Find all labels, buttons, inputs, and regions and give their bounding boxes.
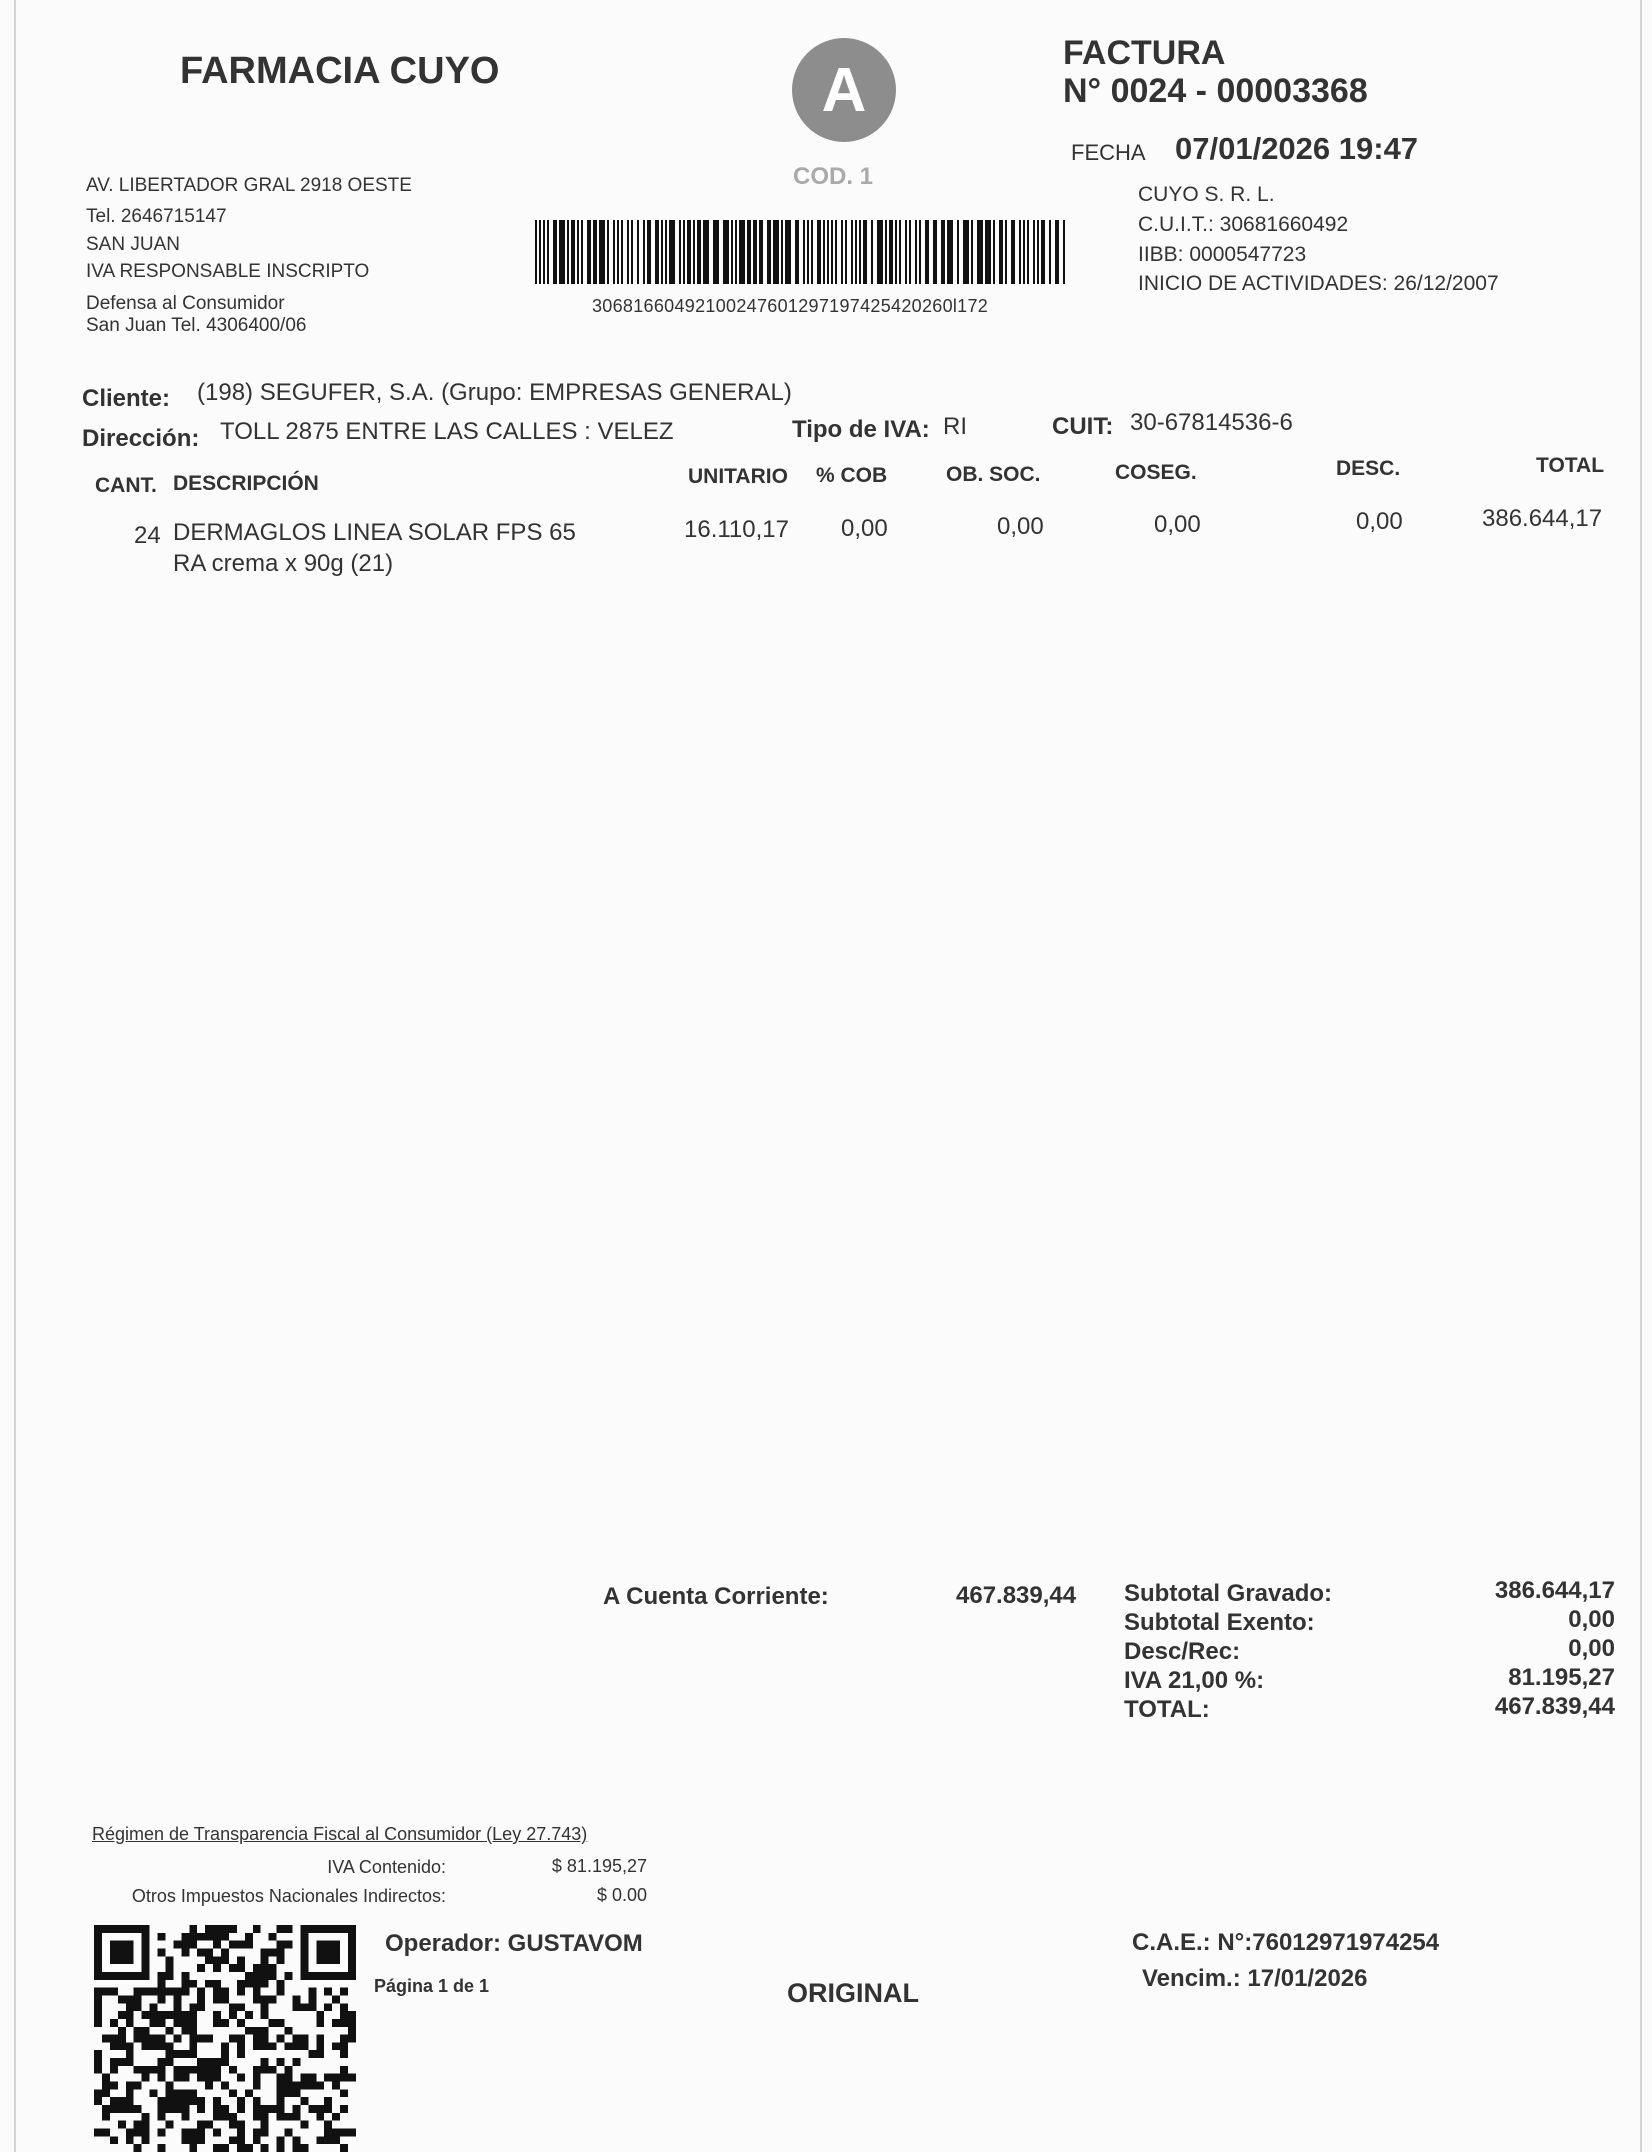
- desc-rec-label: Desc/Rec:: [1124, 1638, 1241, 1665]
- item-coseg: 0,00: [1154, 511, 1201, 538]
- cuenta-corriente-value: 467.839,44: [956, 1582, 1077, 1609]
- item-cob: 0,00: [841, 515, 888, 542]
- iva-label: IVA 21,00 %:: [1124, 1667, 1265, 1694]
- company-cuit: C.U.I.T.: 30681660492: [1138, 213, 1349, 236]
- barcode: [535, 220, 1067, 284]
- shop-city: SAN JUAN: [86, 234, 180, 255]
- copy-type: ORIGINAL: [787, 1978, 919, 2008]
- item-description-line-2: RA crema x 90g (21): [173, 550, 394, 577]
- column-header-unitario: UNITARIO: [688, 465, 788, 488]
- total-value: 467.839,44: [1494, 1693, 1615, 1720]
- scan-edge-left: [14, 0, 16, 2152]
- item-unitario: 16.110,17: [684, 516, 789, 543]
- cuit-label: CUIT:: [1052, 413, 1114, 440]
- column-header-cant: CANT.: [95, 474, 157, 497]
- subtotal-gravado-value: 386.644,17: [1494, 1577, 1615, 1604]
- subtotal-gravado-label: Subtotal Gravado:: [1124, 1580, 1333, 1607]
- cae-number: C.A.E.: N°:76012971974254: [1132, 1929, 1440, 1956]
- date-value: 07/01/2026 19:47: [1175, 131, 1419, 166]
- consumer-defense-phone: San Juan Tel. 4306400/06: [86, 315, 307, 336]
- barcode-number: 30681660492100247601297197425420260l172: [592, 296, 989, 316]
- item-desc: 0,00: [1356, 508, 1403, 535]
- address-label: Dirección:: [82, 425, 200, 452]
- iva-contenido-label: IVA Contenido:: [327, 1857, 446, 1877]
- column-header-desc: DESC.: [1336, 457, 1401, 480]
- total-label: TOTAL:: [1124, 1696, 1210, 1723]
- iva-value: 81.195,27: [1508, 1664, 1615, 1691]
- qr-code: [94, 1925, 356, 2152]
- document-number: N° 0024 - 00003368: [1063, 72, 1368, 110]
- client-value: (198) SEGUFER, S.A. (Grupo: EMPRESAS GENERAL): [197, 379, 792, 406]
- column-header-total: TOTAL: [1536, 454, 1605, 477]
- desc-rec-value: 0,00: [1568, 1635, 1615, 1662]
- iva-type-value: RI: [943, 413, 967, 440]
- column-header-cob: % COB: [816, 464, 888, 487]
- column-header-ob-soc: OB. SOC.: [946, 463, 1041, 486]
- shop-phone: Tel. 2646715147: [86, 206, 227, 227]
- item-total: 386.644,17: [1482, 505, 1603, 532]
- item-description-line-1: DERMAGLOS LINEA SOLAR FPS 65: [173, 519, 576, 546]
- subtotal-exento-value: 0,00: [1568, 1606, 1615, 1633]
- otros-impuestos-label: Otros Impuestos Nacionales Indirectos:: [131, 1886, 446, 1906]
- cuit-value: 30-67814536-6: [1130, 409, 1293, 436]
- company-name: CUYO S. R. L.: [1138, 183, 1275, 206]
- item-cant: 24: [134, 522, 161, 549]
- invoice-code: COD. 1: [793, 163, 874, 190]
- scan-edge-right: [1640, 0, 1642, 2152]
- date-label: FECHA: [1071, 140, 1146, 165]
- column-header-descripcion: DESCRIPCIÓN: [173, 472, 319, 495]
- company-start-date: INICIO DE ACTIVIDADES: 26/12/2007: [1138, 272, 1499, 295]
- shop-name: FARMACIA CUYO: [180, 50, 500, 92]
- item-ob-soc: 0,00: [997, 513, 1044, 540]
- client-label: Cliente:: [82, 385, 171, 412]
- shop-iva-condition: IVA RESPONSABLE INSCRIPTO: [86, 261, 370, 282]
- column-header-coseg: COSEG.: [1115, 461, 1197, 484]
- iva-type-label: Tipo de IVA:: [792, 416, 930, 443]
- iva-contenido-value: $ 81.195,27: [551, 1856, 647, 1876]
- shop-address: AV. LIBERTADOR GRAL 2918 OESTE: [86, 175, 412, 196]
- document-type: FACTURA: [1063, 34, 1226, 72]
- cae-expiration: Vencim.: 17/01/2026: [1142, 1965, 1368, 1992]
- fiscal-transparency-title: Régimen de Transparencia Fiscal al Consumidor (Ley 27.743): [92, 1824, 588, 1844]
- company-iibb: IIBB: 0000547723: [1138, 243, 1307, 266]
- page-indicator: Página 1 de 1: [374, 1976, 490, 1996]
- invoice-letter: A: [821, 55, 867, 125]
- operator: Operador: GUSTAVOM: [385, 1930, 643, 1957]
- otros-impuestos-value: $ 0.00: [596, 1885, 647, 1905]
- consumer-defense-label: Defensa al Consumidor: [86, 293, 285, 314]
- address-value: TOLL 2875 ENTRE LAS CALLES : VELEZ: [220, 418, 674, 445]
- subtotal-exento-label: Subtotal Exento:: [1124, 1609, 1315, 1636]
- invoice-letter-badge: [792, 38, 896, 142]
- cuenta-corriente-label: A Cuenta Corriente:: [603, 1583, 829, 1610]
